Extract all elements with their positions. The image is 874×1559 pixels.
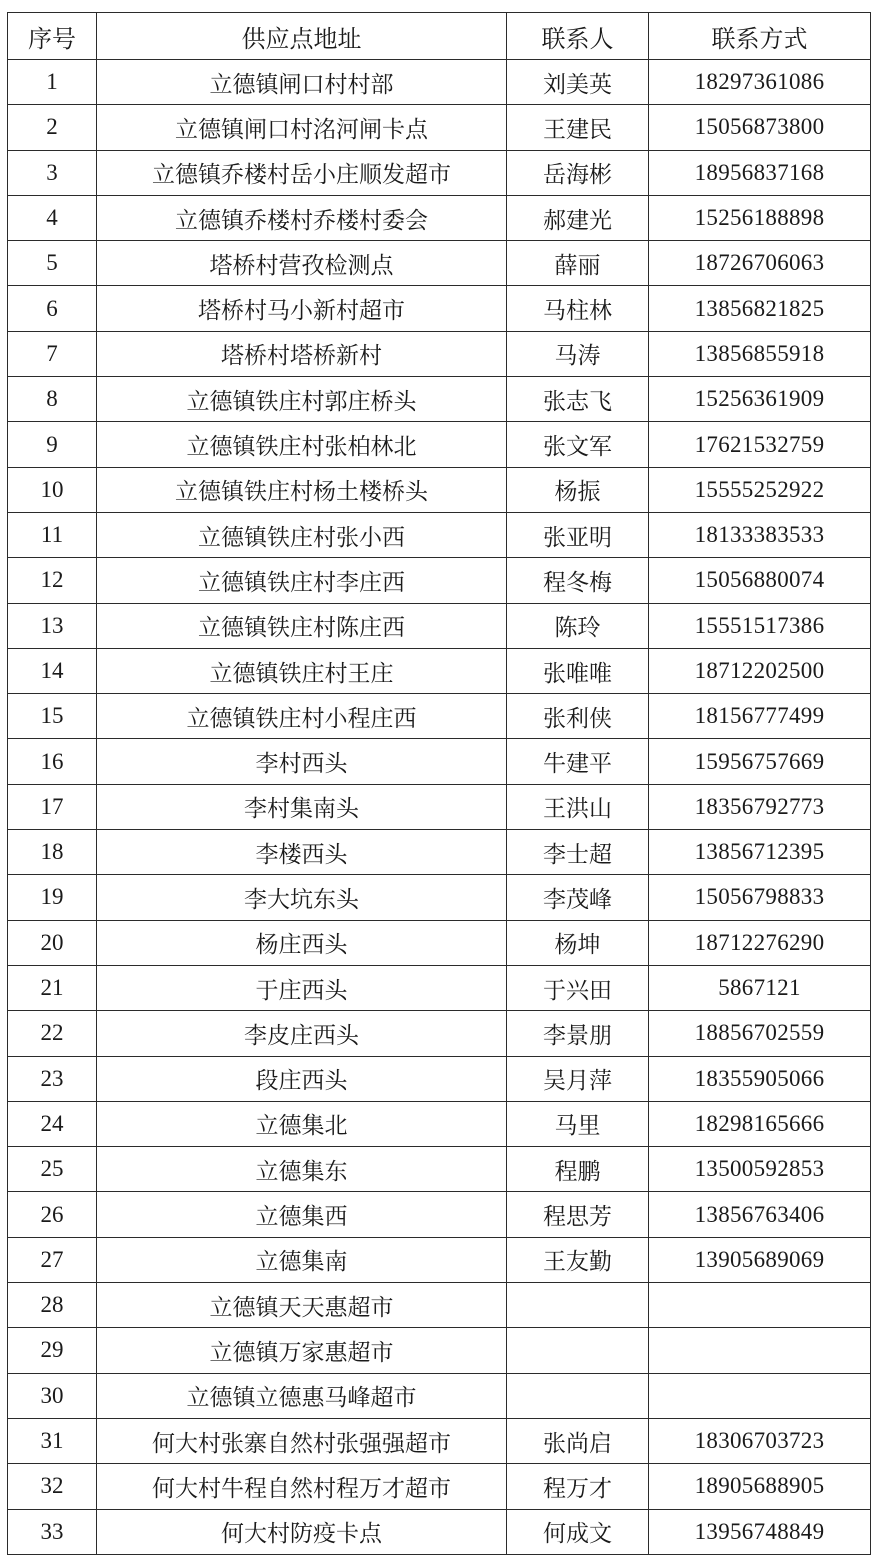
table-row (8, 150, 871, 195)
row-index: 26 (8, 1192, 97, 1237)
row-address: 塔桥村塔桥新村 (97, 331, 507, 376)
row-index: 8 (8, 377, 97, 422)
row-contact-person: 陈玲 (507, 603, 649, 648)
row-address: 立德镇铁庄村张小西 (97, 512, 507, 557)
row-index: 19 (8, 875, 97, 920)
row-contact-person: 吴月萍 (507, 1056, 649, 1101)
row-index: 4 (8, 195, 97, 240)
table-row (8, 105, 871, 150)
row-index: 17 (8, 784, 97, 829)
table-row (8, 784, 871, 829)
row-address: 何大村张寨自然村张强强超市 (97, 1418, 507, 1463)
row-address: 塔桥村马小新村超市 (97, 286, 507, 331)
row-address: 段庄西头 (97, 1056, 507, 1101)
table-row (8, 241, 871, 286)
table-row (8, 965, 871, 1010)
row-contact-phone: 17621532759 (649, 422, 871, 467)
row-index: 1 (8, 60, 97, 105)
row-contact-phone: 18726706063 (649, 241, 871, 286)
row-contact-person: 杨振 (507, 467, 649, 512)
row-contact-person: 马柱林 (507, 286, 649, 331)
row-contact-person (507, 1283, 649, 1328)
header-contact-person: 联系人 (507, 13, 649, 60)
row-contact-phone: 13856763406 (649, 1192, 871, 1237)
table-row (8, 875, 871, 920)
row-contact-phone: 18712276290 (649, 920, 871, 965)
row-address: 何大村牛程自然村程万才超市 (97, 1464, 507, 1509)
row-contact-person: 程思芳 (507, 1192, 649, 1237)
row-contact-phone: 13956748849 (649, 1509, 871, 1554)
row-contact-person: 王洪山 (507, 784, 649, 829)
row-contact-person: 李茂峰 (507, 875, 649, 920)
row-contact-person: 于兴田 (507, 965, 649, 1010)
row-contact-person: 薛丽 (507, 241, 649, 286)
table-row (8, 739, 871, 784)
row-address: 杨庄西头 (97, 920, 507, 965)
row-address: 李大坑东头 (97, 875, 507, 920)
row-index: 12 (8, 558, 97, 603)
table-row (8, 286, 871, 331)
row-address: 于庄西头 (97, 965, 507, 1010)
row-address: 立德镇铁庄村小程庄西 (97, 694, 507, 739)
row-address: 立德镇铁庄村陈庄西 (97, 603, 507, 648)
table-row (8, 1101, 871, 1146)
row-contact-person: 王友勤 (507, 1237, 649, 1282)
row-index: 23 (8, 1056, 97, 1101)
table-row (8, 920, 871, 965)
row-index: 6 (8, 286, 97, 331)
table-row (8, 1237, 871, 1282)
table-header (8, 13, 871, 60)
table-row (8, 1192, 871, 1237)
row-index: 30 (8, 1373, 97, 1418)
row-contact-person: 程万才 (507, 1464, 649, 1509)
row-index: 20 (8, 920, 97, 965)
row-contact-person: 杨坤 (507, 920, 649, 965)
table-row (8, 1283, 871, 1328)
row-contact-person: 马里 (507, 1101, 649, 1146)
row-address: 立德镇铁庄村郭庄桥头 (97, 377, 507, 422)
row-address: 立德集东 (97, 1147, 507, 1192)
row-contact-person: 马涛 (507, 331, 649, 376)
row-contact-phone: 18355905066 (649, 1056, 871, 1101)
row-contact-person: 岳海彬 (507, 150, 649, 195)
row-contact-person: 张亚明 (507, 512, 649, 557)
row-address: 立德集北 (97, 1101, 507, 1146)
table-body (8, 60, 871, 1555)
row-address: 立德集南 (97, 1237, 507, 1282)
row-index: 18 (8, 830, 97, 875)
row-contact-phone: 13856712395 (649, 830, 871, 875)
row-index: 32 (8, 1464, 97, 1509)
row-index: 24 (8, 1101, 97, 1146)
row-contact-person: 张志飞 (507, 377, 649, 422)
row-address: 何大村防疫卡点 (97, 1509, 507, 1554)
row-contact-phone: 13856855918 (649, 331, 871, 376)
row-address: 立德镇闸口村村部 (97, 60, 507, 105)
row-contact-phone: 13500592853 (649, 1147, 871, 1192)
row-contact-person: 李士超 (507, 830, 649, 875)
row-index: 22 (8, 1011, 97, 1056)
row-contact-person: 程冬梅 (507, 558, 649, 603)
table-row (8, 512, 871, 557)
row-address: 李皮庄西头 (97, 1011, 507, 1056)
row-index: 33 (8, 1509, 97, 1554)
table-row (8, 1056, 871, 1101)
row-contact-phone (649, 1283, 871, 1328)
header-contact-phone: 联系方式 (649, 13, 871, 60)
table-row (8, 377, 871, 422)
table-row (8, 1011, 871, 1056)
row-address: 立德镇立德惠马峰超市 (97, 1373, 507, 1418)
row-index: 10 (8, 467, 97, 512)
row-index: 15 (8, 694, 97, 739)
table-row (8, 467, 871, 512)
table-row (8, 1418, 871, 1463)
row-index: 28 (8, 1283, 97, 1328)
table-row (8, 60, 871, 105)
row-contact-phone: 18298165666 (649, 1101, 871, 1146)
row-index: 7 (8, 331, 97, 376)
table-row (8, 603, 871, 648)
row-contact-phone: 15056798833 (649, 875, 871, 920)
row-address: 立德集西 (97, 1192, 507, 1237)
row-address: 李村西头 (97, 739, 507, 784)
supply-points-table (7, 12, 871, 1555)
table-row (8, 1509, 871, 1554)
row-address: 立德镇铁庄村杨土楼桥头 (97, 467, 507, 512)
table-row (8, 331, 871, 376)
row-contact-person: 张文军 (507, 422, 649, 467)
row-contact-phone: 18133383533 (649, 512, 871, 557)
row-contact-person: 程鹏 (507, 1147, 649, 1192)
row-index: 5 (8, 241, 97, 286)
row-address: 立德镇乔楼村岳小庄顺发超市 (97, 150, 507, 195)
row-contact-phone: 18156777499 (649, 694, 871, 739)
row-contact-phone: 18712202500 (649, 648, 871, 693)
row-contact-person: 王建民 (507, 105, 649, 150)
row-index: 25 (8, 1147, 97, 1192)
row-contact-phone: 18956837168 (649, 150, 871, 195)
header-row (8, 13, 871, 60)
row-address: 李楼西头 (97, 830, 507, 875)
row-address: 立德镇铁庄村王庄 (97, 648, 507, 693)
header-address: 供应点地址 (97, 13, 507, 60)
row-contact-person (507, 1373, 649, 1418)
row-address: 立德镇铁庄村李庄西 (97, 558, 507, 603)
row-contact-phone: 13905689069 (649, 1237, 871, 1282)
row-index: 2 (8, 105, 97, 150)
table-row (8, 1464, 871, 1509)
row-contact-person: 何成文 (507, 1509, 649, 1554)
row-contact-phone: 18856702559 (649, 1011, 871, 1056)
row-contact-phone: 18356792773 (649, 784, 871, 829)
table-row (8, 694, 871, 739)
row-contact-phone: 15956757669 (649, 739, 871, 784)
row-index: 21 (8, 965, 97, 1010)
row-contact-phone: 15555252922 (649, 467, 871, 512)
header-index: 序号 (8, 13, 97, 60)
row-index: 16 (8, 739, 97, 784)
table-row (8, 1328, 871, 1373)
row-contact-phone: 5867121 (649, 965, 871, 1010)
row-contact-person: 张尚启 (507, 1418, 649, 1463)
row-contact-phone: 18306703723 (649, 1418, 871, 1463)
table-row (8, 1373, 871, 1418)
row-index: 9 (8, 422, 97, 467)
row-index: 3 (8, 150, 97, 195)
row-address: 立德镇天天惠超市 (97, 1283, 507, 1328)
row-address: 李村集南头 (97, 784, 507, 829)
row-contact-person: 李景朋 (507, 1011, 649, 1056)
row-contact-person: 刘美英 (507, 60, 649, 105)
row-index: 27 (8, 1237, 97, 1282)
row-index: 11 (8, 512, 97, 557)
table-row (8, 422, 871, 467)
row-contact-phone: 18905688905 (649, 1464, 871, 1509)
row-contact-phone: 15256361909 (649, 377, 871, 422)
table-row (8, 648, 871, 693)
row-contact-person: 郝建光 (507, 195, 649, 240)
table-row (8, 558, 871, 603)
row-contact-phone: 15551517386 (649, 603, 871, 648)
row-contact-person (507, 1328, 649, 1373)
row-contact-person: 牛建平 (507, 739, 649, 784)
row-index: 14 (8, 648, 97, 693)
row-contact-phone: 15056880074 (649, 558, 871, 603)
row-address: 立德镇乔楼村乔楼村委会 (97, 195, 507, 240)
row-index: 13 (8, 603, 97, 648)
row-address: 立德镇闸口村洺河闸卡点 (97, 105, 507, 150)
row-address: 塔桥村营孜检测点 (97, 241, 507, 286)
row-contact-phone: 15256188898 (649, 195, 871, 240)
row-contact-person: 张唯唯 (507, 648, 649, 693)
row-contact-phone (649, 1328, 871, 1373)
row-contact-phone: 13856821825 (649, 286, 871, 331)
row-contact-phone: 15056873800 (649, 105, 871, 150)
table-row (8, 830, 871, 875)
row-index: 29 (8, 1328, 97, 1373)
row-index: 31 (8, 1418, 97, 1463)
row-contact-phone (649, 1373, 871, 1418)
table-row (8, 195, 871, 240)
row-contact-phone: 18297361086 (649, 60, 871, 105)
row-contact-person: 张利侠 (507, 694, 649, 739)
row-address: 立德镇铁庄村张柏林北 (97, 422, 507, 467)
row-address: 立德镇万家惠超市 (97, 1328, 507, 1373)
table-row (8, 1147, 871, 1192)
